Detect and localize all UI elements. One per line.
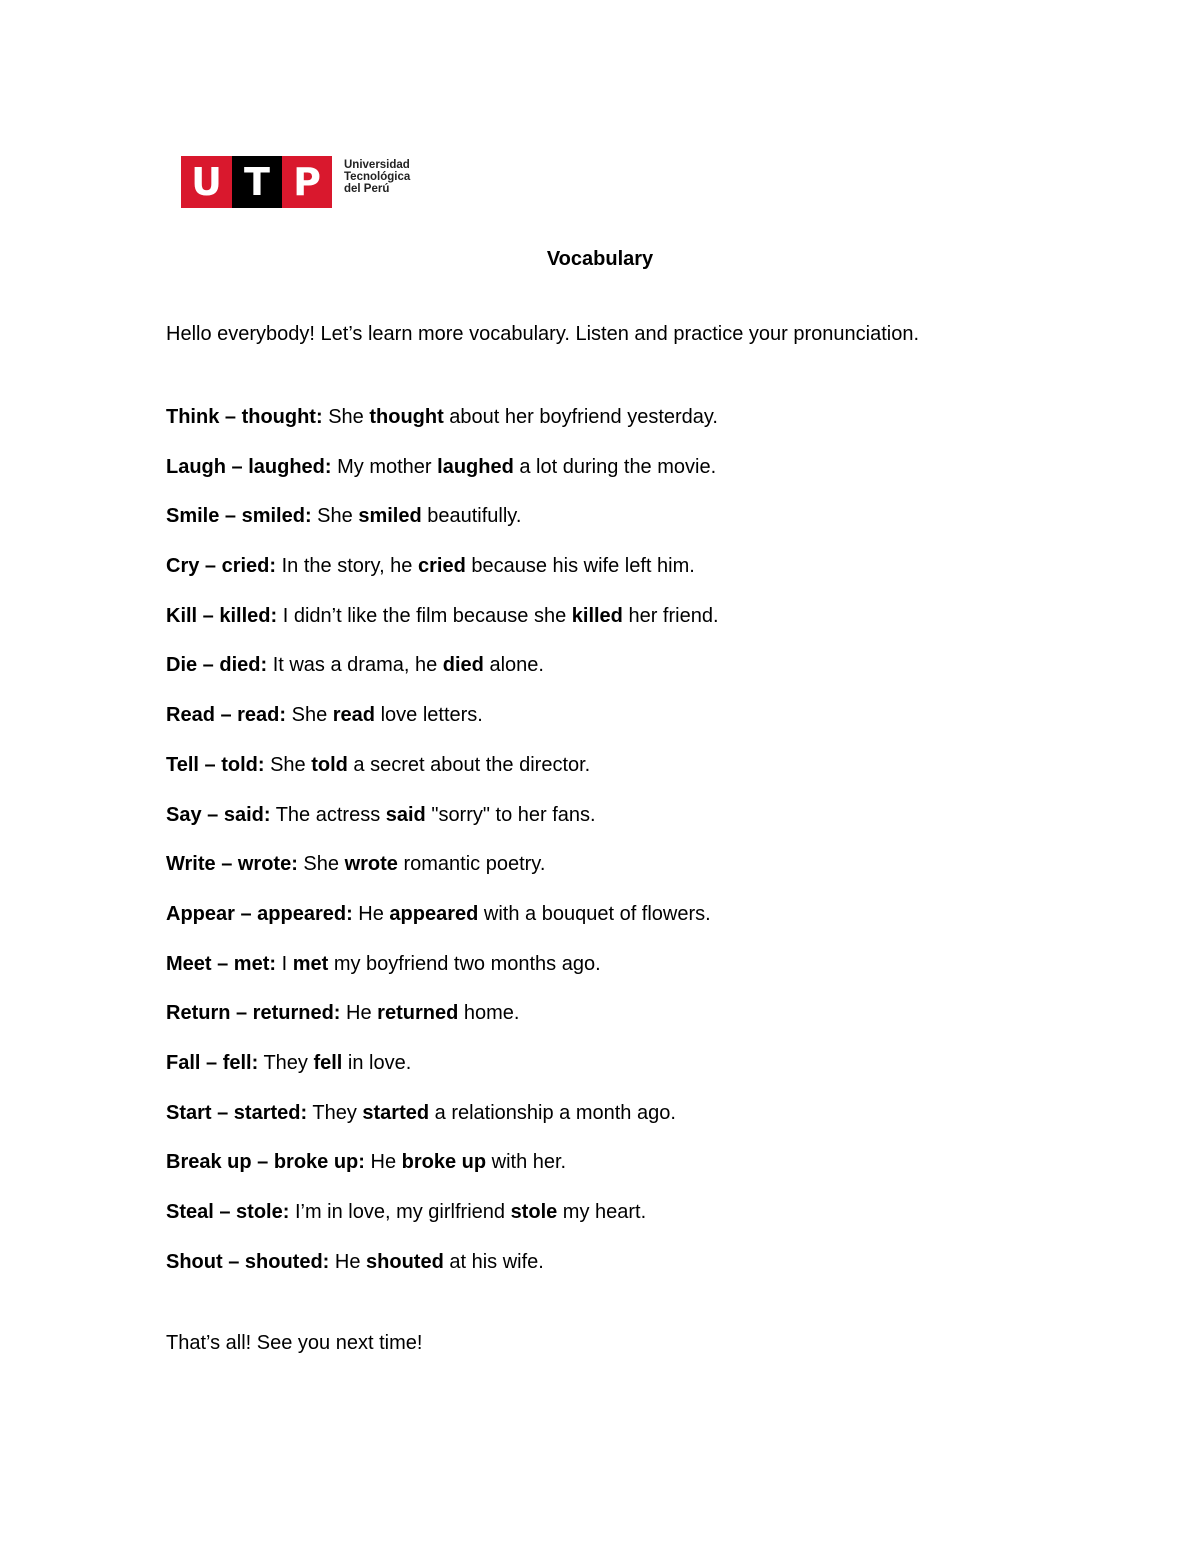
logo-letter-box (181, 156, 332, 208)
vocab-item (166, 952, 719, 1002)
vocab-term: Shout – shouted: (166, 1250, 330, 1273)
logo-line-2: Tecnológica (344, 171, 411, 183)
vocab-sentence-pre: She (322, 406, 370, 428)
vocab-sentence-post: "sorry" to her fans. (425, 803, 596, 826)
vocab-highlight: cried (418, 555, 466, 578)
vocab-item (166, 852, 719, 902)
vocab-sentence-pre: He (340, 1002, 378, 1025)
vocab-sentence-post: a lot during the movie. (513, 455, 717, 478)
vocab-sentence-pre: He (364, 1151, 402, 1174)
vocab-sentence-pre: They (307, 1101, 363, 1124)
vocab-term: Start – started: (166, 1101, 308, 1124)
vocab-item (166, 1200, 719, 1250)
vocab-item (166, 902, 719, 952)
vocab-term: Meet – met: (166, 952, 277, 975)
vocab-sentence-pre: They (258, 1051, 314, 1074)
vocab-sentence-post: alone. (483, 654, 544, 677)
vocab-sentence-pre: He (352, 902, 390, 925)
vocab-sentence-post: with a bouquet of flowers. (478, 902, 711, 925)
vocab-term: Write – wrote: (166, 853, 298, 876)
vocab-term: Appear – appeared: (166, 902, 353, 925)
vocab-sentence-post: my heart. (557, 1201, 647, 1223)
vocab-sentence-pre: She (297, 853, 345, 876)
vocab-item (166, 405, 719, 455)
vocab-item (166, 604, 719, 654)
vocab-highlight: killed (571, 604, 623, 627)
vocab-item (166, 653, 719, 703)
vocab-term: Return – returned: (166, 1002, 341, 1025)
vocab-term: Steal – stole: (166, 1201, 290, 1223)
vocab-term: Smile – smiled: (166, 505, 312, 528)
vocab-sentence-post: her friend. (622, 604, 719, 627)
vocab-highlight: started (362, 1101, 430, 1124)
vocab-term: Read – read: (166, 704, 287, 727)
vocab-sentence-post: about her boyfriend yesterday. (443, 406, 718, 428)
vocab-sentence-pre: In the story, he (276, 555, 418, 578)
vocab-sentence-post: home. (458, 1002, 520, 1025)
vocab-highlight: said (385, 803, 426, 826)
vocab-item (166, 703, 719, 753)
vocab-item (166, 554, 719, 604)
logo-letter-t: T (232, 156, 282, 208)
vocab-term: Break up – broke up: (166, 1151, 365, 1174)
vocab-sentence-post: romantic poetry. (397, 853, 546, 876)
logo-letter-u: U (181, 156, 232, 208)
vocab-highlight: broke up (401, 1151, 487, 1174)
vocab-sentence-pre: My mother (331, 455, 438, 478)
vocab-sentence-pre: The actress (270, 803, 386, 826)
intro-text: Hello everybody! Let’s learn more vocabulary. Listen and practice your pronunciation. (166, 323, 920, 345)
vocab-sentence-pre: He (329, 1250, 367, 1273)
vocab-item (166, 1001, 719, 1051)
vocab-item (166, 504, 719, 554)
vocab-sentence-post: at his wife. (443, 1250, 544, 1273)
logo-line-3: del Perú (344, 183, 390, 195)
vocab-highlight: stole (510, 1201, 558, 1223)
vocab-item (166, 455, 719, 505)
vocab-item (166, 1250, 719, 1300)
vocab-highlight: wrote (344, 853, 398, 876)
vocab-sentence-post: because his wife left him. (465, 555, 695, 578)
vocab-sentence-pre: I’m in love, my girlfriend (289, 1201, 511, 1223)
vocab-highlight: thought (369, 406, 444, 428)
vocab-item (166, 753, 719, 803)
vocab-sentence-pre: I (276, 952, 293, 975)
vocab-term: Think – thought: (166, 406, 323, 428)
vocab-highlight: fell (313, 1051, 343, 1074)
vocab-sentence-post: a secret about the director. (347, 753, 591, 776)
vocab-sentence-pre: She (264, 753, 312, 776)
vocab-term: Kill – killed: (166, 604, 278, 627)
utp-logo (181, 156, 410, 208)
vocab-sentence-post: a relationship a month ago. (429, 1101, 676, 1124)
vocab-highlight: told (311, 753, 348, 776)
vocab-sentence-pre: I didn’t like the film because she (277, 604, 572, 627)
vocab-term: Laugh – laughed: (166, 455, 332, 478)
logo-letter-p: P (282, 156, 332, 208)
vocab-sentence-post: beautifully. (421, 505, 522, 528)
vocab-sentence-pre: She (311, 505, 359, 528)
vocab-item (166, 1150, 719, 1200)
vocab-item (166, 1051, 719, 1101)
page-title: Vocabulary (546, 248, 654, 270)
vocab-term: Die – died: (166, 654, 268, 677)
logo-line-1: Universidad (344, 159, 410, 171)
closing-text: That’s all! See you next time! (166, 1332, 423, 1354)
vocab-item (166, 1101, 719, 1151)
vocab-term: Fall – fell: (166, 1051, 259, 1074)
vocab-highlight: returned (377, 1002, 459, 1025)
vocab-sentence-post: in love. (342, 1051, 412, 1074)
vocab-highlight: shouted (366, 1250, 444, 1273)
vocab-term: Tell – told: (166, 753, 265, 776)
vocab-highlight: smiled (358, 505, 422, 528)
vocabulary-list (166, 405, 719, 1299)
vocab-highlight: laughed (437, 455, 514, 478)
vocab-highlight: died (442, 654, 484, 677)
vocab-sentence-pre: It was a drama, he (267, 654, 443, 677)
vocab-term: Cry – cried: (166, 555, 277, 578)
vocab-sentence-post: my boyfriend two months ago. (328, 952, 601, 975)
vocab-highlight: read (332, 704, 376, 727)
vocab-sentence-post: love letters. (375, 704, 483, 727)
vocab-highlight: met (292, 952, 329, 975)
vocab-term: Say – said: (166, 803, 271, 826)
vocab-sentence-pre: She (286, 704, 333, 727)
logo-university-name (344, 159, 410, 195)
vocab-highlight: appeared (389, 902, 479, 925)
vocab-sentence-post: with her. (486, 1151, 567, 1174)
vocab-item (166, 803, 719, 853)
